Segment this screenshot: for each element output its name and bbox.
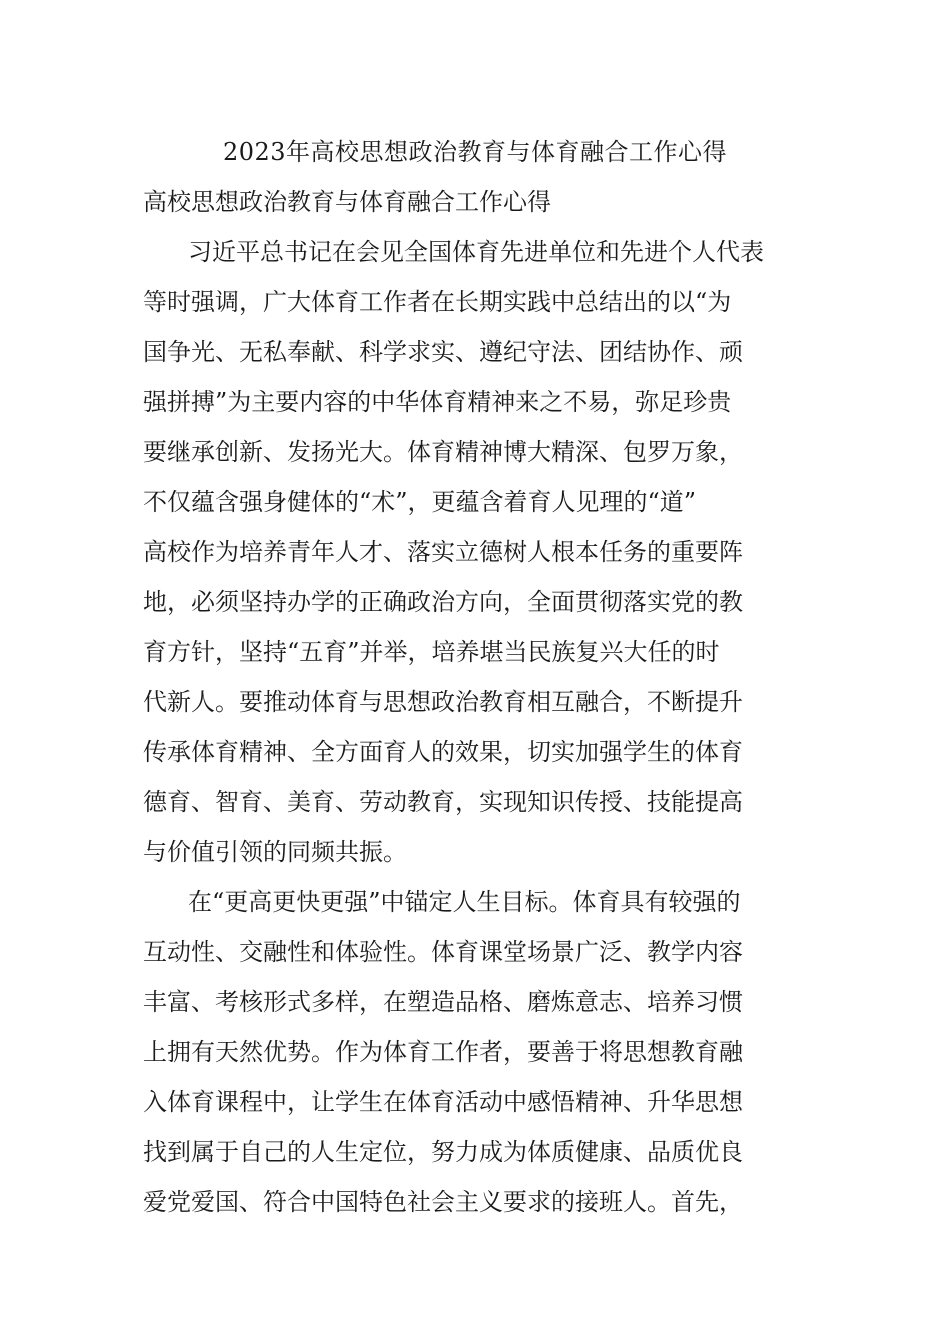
paragraph-line: 上拥有天然优势。作为体育工作者，要善于将思想教育融 xyxy=(143,1038,743,1066)
document-subtitle: 高校思想政治教育与体育融合工作心得 xyxy=(143,188,551,216)
paragraph-line: 互动性、交融性和体验性。体育课堂场景广泛、教学内容 xyxy=(143,938,743,966)
paragraph-line: 国争光、无私奉献、科学求实、遵纪守法、团结协作、顽 xyxy=(143,338,743,366)
paragraph-line: 找到属于自己的人生定位，努力成为体质健康、品质优良 xyxy=(143,1138,743,1166)
paragraph-line: 爱党爱国、符合中国特色社会主义要求的接班人。首先， xyxy=(143,1188,743,1216)
paragraph-line: 代新人。要推动体育与思想政治教育相互融合，不断提升 xyxy=(143,688,743,716)
paragraph-line: 与价值引领的同频共振。 xyxy=(143,838,407,866)
paragraph-line: 等时强调，广大体育工作者在长期实践中总结出的以“为 xyxy=(143,288,732,316)
paragraph-line: 地，必须坚持办学的正确政治方向，全面贯彻落实党的教 xyxy=(143,588,743,616)
paragraph-line: 丰富、考核形式多样，在塑造品格、磨炼意志、培养习惯 xyxy=(143,988,743,1016)
paragraph-line: 要继承创新、发扬光大。体育精神博大精深、包罗万象， xyxy=(143,438,743,466)
paragraph-line: 习近平总书记在会见全国体育先进单位和先进个人代表 xyxy=(188,238,764,266)
document-title: 2023年高校思想政治教育与体育融合工作心得 xyxy=(222,138,728,166)
paragraph-line: 不仅蕴含强身健体的“术”，更蕴含着育人见理的“道” xyxy=(143,488,697,516)
paragraph-line: 德育、智育、美育、劳动教育，实现知识传授、技能提高 xyxy=(143,788,743,816)
paragraph-line: 在“更高更快更强”中锚定人生目标。体育具有较强的 xyxy=(188,888,741,916)
paragraph-line: 入体育课程中，让学生在体育活动中感悟精神、升华思想 xyxy=(143,1088,743,1116)
paragraph-line: 传承体育精神、全方面育人的效果，切实加强学生的体育 xyxy=(143,738,743,766)
paragraph-line: 强拼搏”为主要内容的中华体育精神来之不易，弥足珍贵 xyxy=(143,388,732,416)
paragraph-line: 高校作为培养青年人才、落实立德树人根本任务的重要阵 xyxy=(143,538,743,566)
paragraph-line: 育方针，坚持“五育”并举，培养堪当民族复兴大任的时 xyxy=(143,638,720,666)
